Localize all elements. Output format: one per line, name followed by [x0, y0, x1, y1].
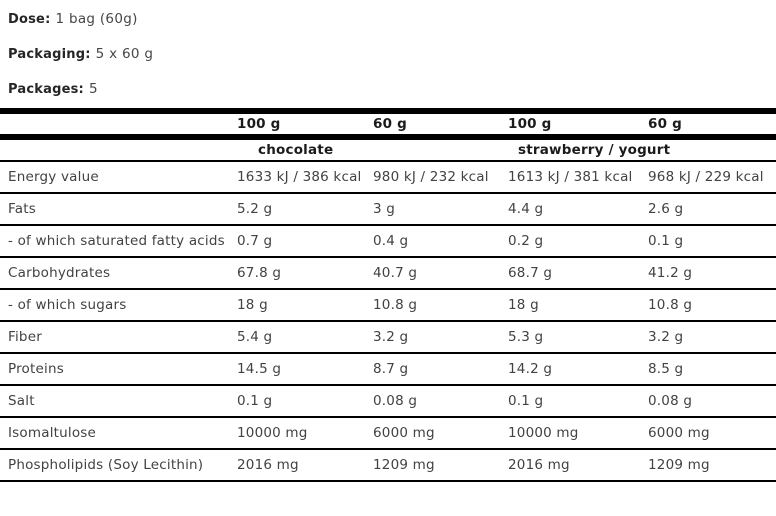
packages-line — [8, 79, 153, 98]
row-value: 5.2 g — [237, 193, 373, 225]
row-value: 2016 mg — [508, 449, 648, 481]
row-value: 4.4 g — [508, 193, 648, 225]
row-label: Fats — [0, 193, 237, 225]
empty-corner-cell — [0, 137, 237, 161]
table-row — [0, 161, 776, 193]
row-value: 0.7 g — [237, 225, 373, 257]
row-value: 68.7 g — [508, 257, 648, 289]
row-label: Isomaltulose — [0, 417, 237, 449]
quantity-header: 60 g — [648, 111, 776, 137]
row-value: 980 kJ / 232 kcal — [373, 161, 508, 193]
table-row — [0, 385, 776, 417]
table-row — [0, 449, 776, 481]
row-label: Fiber — [0, 321, 237, 353]
row-value: 41.2 g — [648, 257, 776, 289]
row-value: 18 g — [508, 289, 648, 321]
table-row — [0, 417, 776, 449]
row-label: Energy value — [0, 161, 237, 193]
row-value: 10.8 g — [648, 289, 776, 321]
flavor-header-chocolate: chocolate — [237, 137, 508, 161]
table-row — [0, 225, 776, 257]
table-row — [0, 289, 776, 321]
row-value: 1209 mg — [648, 449, 776, 481]
row-value: 0.4 g — [373, 225, 508, 257]
row-value: 2.6 g — [648, 193, 776, 225]
row-label: Carbohydrates — [0, 257, 237, 289]
table-row — [0, 193, 776, 225]
table-row — [0, 353, 776, 385]
row-value: 6000 mg — [648, 417, 776, 449]
row-value: 67.8 g — [237, 257, 373, 289]
packaging-label: Packaging: — [8, 47, 91, 62]
nutrition-table-body — [0, 161, 776, 481]
row-label: Phospholipids (Soy Lecithin) — [0, 449, 237, 481]
row-value: 18 g — [237, 289, 373, 321]
empty-corner-cell — [0, 111, 237, 137]
row-value: 10000 mg — [237, 417, 373, 449]
row-value: 1633 kJ / 386 kcal — [237, 161, 373, 193]
row-value: 10000 mg — [508, 417, 648, 449]
row-value: 0.08 g — [648, 385, 776, 417]
dose-label: Dose: — [8, 12, 51, 27]
row-value: 0.2 g — [508, 225, 648, 257]
row-label: Proteins — [0, 353, 237, 385]
quantity-header: 100 g — [508, 111, 648, 137]
dose-value: 1 bag (60g) — [55, 11, 138, 27]
row-value: 5.4 g — [237, 321, 373, 353]
row-value: 0.1 g — [648, 225, 776, 257]
nutrition-table — [0, 108, 776, 482]
row-value: 2016 mg — [237, 449, 373, 481]
row-value: 3 g — [373, 193, 508, 225]
row-label: - of which saturated fatty acids — [0, 225, 237, 257]
row-value: 1209 mg — [373, 449, 508, 481]
flavor-header-row — [0, 137, 776, 161]
row-value: 8.5 g — [648, 353, 776, 385]
product-info-block — [8, 9, 153, 114]
row-value: 0.08 g — [373, 385, 508, 417]
row-value: 5.3 g — [508, 321, 648, 353]
row-value: 14.5 g — [237, 353, 373, 385]
row-value: 968 kJ / 229 kcal — [648, 161, 776, 193]
packages-value: 5 — [88, 81, 98, 97]
quantity-header: 100 g — [237, 111, 373, 137]
row-label: Salt — [0, 385, 237, 417]
row-value: 3.2 g — [648, 321, 776, 353]
row-value: 10.8 g — [373, 289, 508, 321]
flavor-header-strawberry-yogurt: strawberry / yogurt — [508, 137, 776, 161]
row-value: 6000 mg — [373, 417, 508, 449]
row-value: 40.7 g — [373, 257, 508, 289]
row-value: 1613 kJ / 381 kcal — [508, 161, 648, 193]
dose-line — [8, 9, 153, 28]
quantity-header-row — [0, 111, 776, 137]
table-row — [0, 321, 776, 353]
row-value: 0.1 g — [237, 385, 373, 417]
table-row — [0, 257, 776, 289]
packaging-line — [8, 44, 153, 63]
row-value: 3.2 g — [373, 321, 508, 353]
packages-label: Packages: — [8, 82, 84, 97]
row-value: 14.2 g — [508, 353, 648, 385]
row-value: 0.1 g — [508, 385, 648, 417]
row-value: 8.7 g — [373, 353, 508, 385]
row-label: - of which sugars — [0, 289, 237, 321]
quantity-header: 60 g — [373, 111, 508, 137]
packaging-value: 5 x 60 g — [95, 46, 154, 62]
